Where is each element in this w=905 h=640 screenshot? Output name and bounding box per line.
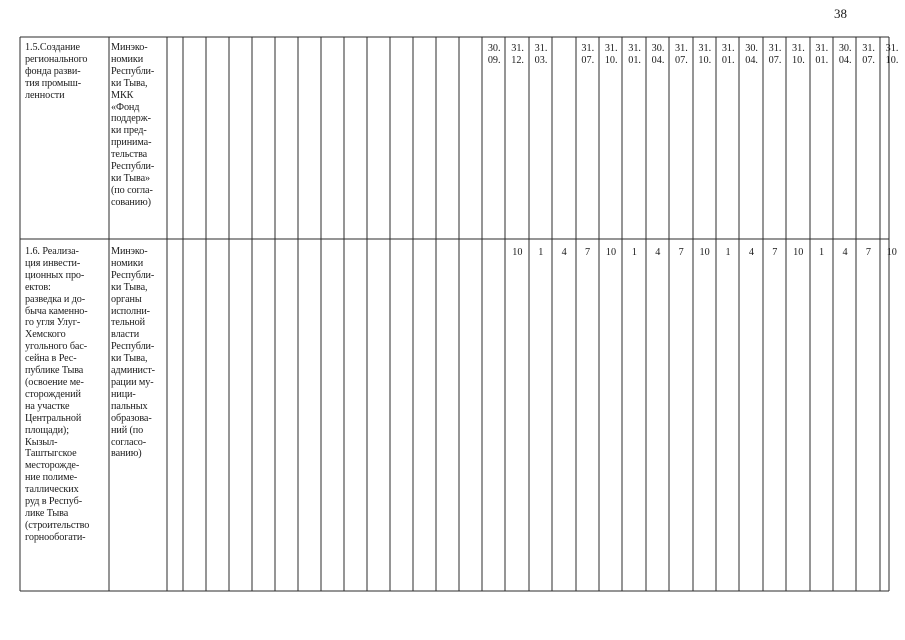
schedule-date-mark: 31. 01. [815, 43, 829, 66]
schedule-date-mark: 31. 10. [885, 43, 899, 66]
executor-cell-1-5: Минэко- номики Республи- ки Тыва, МКК «Фонд поддерж- ки пред- принима- тельства Республи- ки Тыва» (по согла- сованию) [111, 42, 155, 208]
schedule-date-mark: 31. 01. [721, 43, 735, 66]
schedule-value-mark: 4 [842, 247, 848, 258]
schedule-value-mark: 1 [631, 247, 637, 258]
schedule-value-mark: 10 [886, 247, 897, 258]
schedule-value-mark: 4 [748, 247, 754, 258]
schedule-value-mark: 10 [699, 247, 710, 258]
schedule-date-mark: 30. 09. [487, 43, 501, 66]
schedule-date-mark: 31. 10. [604, 43, 618, 66]
schedule-value-mark: 10 [512, 247, 523, 258]
schedule-date-mark: 31. 07. [768, 43, 782, 66]
schedule-value-mark: 4 [561, 247, 567, 258]
schedule-value-mark: 1 [819, 247, 825, 258]
schedule-value-mark: 1 [538, 247, 544, 258]
schedule-date-mark: 31. 12. [511, 43, 524, 66]
schedule-value-mark: 7 [678, 247, 684, 258]
schedule-date-mark: 31. 07. [581, 43, 595, 66]
schedule-date-mark: 31. 10. [698, 43, 712, 66]
measure-cell-1-5: 1.5.Создание регионального фонда разви- тия промыш- ленности [25, 42, 88, 101]
schedule-value-mark: 1 [725, 247, 731, 258]
schedule-date-mark: 31. 07. [675, 43, 688, 66]
schedule-date-mark: 31. 07. [862, 43, 875, 66]
schedule-value-mark: 10 [605, 247, 617, 258]
measure-cell-1-6: 1.6. Реализа- ция инвести- ционных про- ектов: разведка и до- быча каменно- го угля Улуг- Хемского угольного бас- сейна в Рес- публике Тыва (освоение ме- сторождений на участке Центральной площади); Кызыл- Таштыгское месторожде- ние полиме- таллических руд в Респуб- лике Тыва (строительство горнообогати- [25, 246, 90, 543]
schedule-date-mark: 31. 03. [534, 43, 548, 66]
schedule-value-mark: 10 [793, 247, 804, 258]
schedule-date-mark: 31. 01. [628, 43, 641, 66]
schedule-date-mark: 30. 04. [745, 43, 758, 66]
schedule-value-mark: 7 [772, 247, 778, 258]
schedule-date-mark: 30. 04. [651, 43, 665, 66]
executor-cell-1-6: Минэко- номики Республи- ки Тыва, органы исполни- тельной власти Республи- ки Тыва, админист- рации му- ници- пальных образова- ний (по согласо- ванию) [111, 246, 155, 460]
schedule-value-mark: 7 [585, 247, 591, 258]
schedule-date-mark: 30. 04. [838, 43, 852, 66]
schedule-value-mark: 7 [865, 247, 871, 258]
schedule-value-mark: 4 [655, 247, 661, 258]
page-number: 38 [834, 6, 847, 21]
schedule-date-mark: 31. 10. [792, 43, 805, 66]
